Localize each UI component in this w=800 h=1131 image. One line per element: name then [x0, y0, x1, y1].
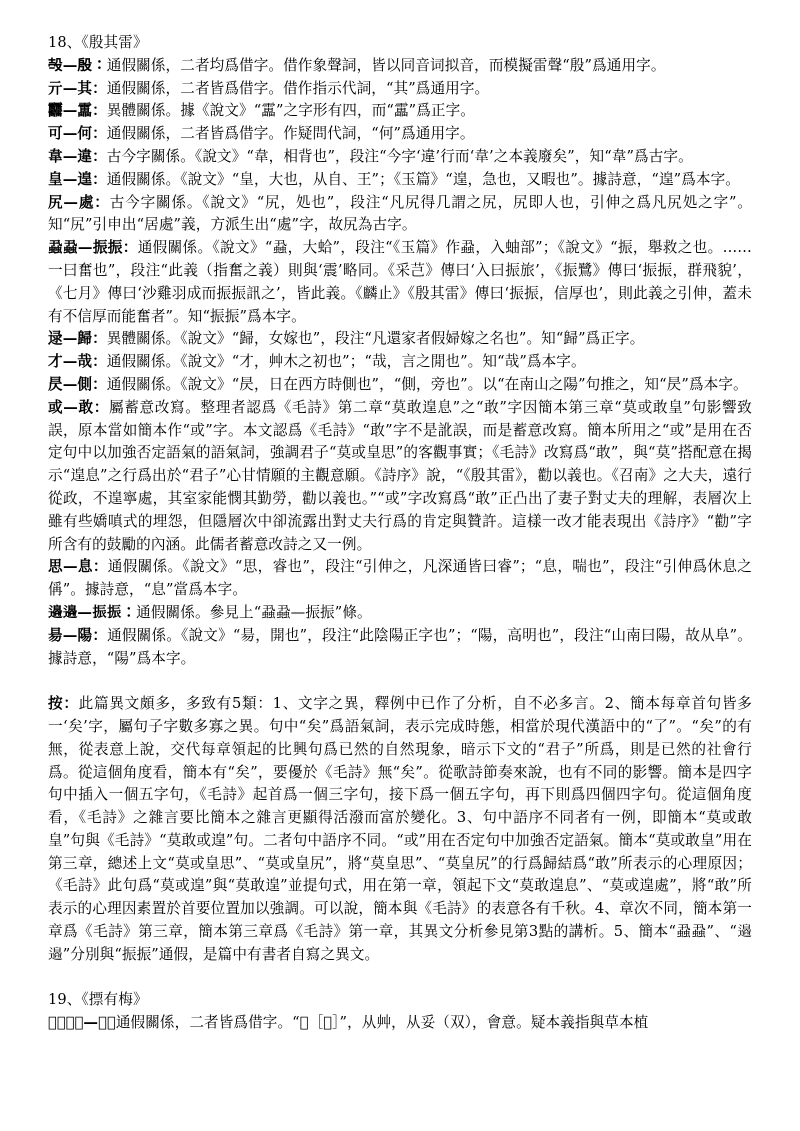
entry-text: 古今字關係。《說文》“韋，相背也”，段注“今字‘違’行而‘韋’之本義廢矣”，知“韋”爲古字。: [106, 147, 693, 165]
entry-text: 古今字關係。《說文》“尻，処也”，段注“凡尻得几謂之尻，尻即人也，引伸之爲凡尻処之字”。知“尻”引申出“居處”義，方派生出“處”字，故尻為古字。: [48, 193, 752, 234]
commentary-text: 此篇異文頗多，多致有5類：1、文字之異，釋例中已作了分析，自不必多言。2、簡本每章首句皆多一‘矣’字，屬句子字數多寡之異。句中“矣”爲語氣詞，表示完成時態，相當於現代漢語中的“了”。“矣”的有無，從表意上說，交代每章領起的比興句爲已然的自然現象，暗示下文的“君子”所爲，則是已然的社會行爲。從這個角度看，簡本有“矣”，要優於《毛詩》無“矣”。從歌詩節奏來說，也有不同的影響。簡本是四字句中插入一個五字句，《毛詩》起首爲一個三字句，接下爲一個五字句，再下則爲四個四字句。從這個角度看，《毛詩》之雜言要比簡本之雜言更顯得活潑而富於變化。3、句中語序不同者有一例，即簡本“莫或敢皇”句與《毛詩》“莫敢或遑”句。二者句中語序不同。“或”用在否定句中加強否定語氣。簡本“莫或敢皇”用在第三章，總述上文“莫或皇思”、“莫或皇尻”，將“莫皇思”、“莫皇尻”的行爲歸結爲“敢”所表示的心理原因；《毛詩》此句爲“莫或遑”與“莫敢遑”並提句式，用在第一章，領起下文“莫敢遑息”、“莫或遑處”，將“敢”所表示的心理因素置於首要位置加以強調。可以說，簡本與《毛詩》的表意各有千秋。4、章次不同，簡本第一章爲《毛詩》第三章，簡本第三章爲《毛詩》第一章，其異文分析參見第3點的講析。5、簡本“蝨蝨”、“𨘢𨘢”分別與“振振”通假，是篇中有書者自寫之異文。: [48, 695, 753, 963]
entry-text: 通假關係，二者皆爲借字。“𦭫［𦭫］”，从艸，从妥（双），會意。疑本義指與草本植: [115, 1014, 649, 1032]
entry-term: 昜—陽：: [48, 626, 108, 644]
section-title: 19、《摽有梅》: [48, 991, 148, 1009]
entry-ce: [48, 374, 752, 397]
entry-text: 屬蓄意改寫。整理者認爲《毛詩》第二章“莫敢遑息”之“敢”字因簡本第三章“莫或敢皇”句影響致誤，原本當如簡本作“或”字。本文認爲《毛詩》“敢”字不是訛誤，而是蓄意改寫。簡本所用之“或”是用在否定句中以加強否定語氣的語氣詞，強調君子“莫或皇思”的客觀事實；《毛詩》改寫爲“敢”，與“莫”搭配意在揭示“遑息”之行爲出於“君子”心甘情願的主觀意願。《詩序》說，“《殷其雷》，勸以義也。《召南》之大夫，遠行從政，不遑寧處，其室家能憫其勤勞，勸以義也。”“或”字改寫爲“敢”正凸出了妻子對丈夫的理解，表層次上雖有些嬌嗔式的埋怨，但隱層次中卻流露出對丈夫行爲的肯定與贊許。這樣一改才能表現出《詩序》“勸”字所含有的鼓勵的內涵。此儒者蓄意改詩之又一例。: [48, 398, 752, 553]
entry-term: 昃—側：: [48, 375, 107, 393]
entry-text: 通假關係。《說文》“皇，大也，从自、王”；《玉篇》“遑，急也，又暇也”。據詩意，“遑”爲本字。: [106, 170, 740, 188]
entry-text: 通假關係。《說文》“才，艸木之初也”；“哉，言之閒也”。知“哉”爲本字。: [106, 353, 586, 371]
commentary-paragraph: [48, 693, 752, 967]
entry-biao: [48, 1012, 752, 1035]
entry-term: 逯—歸：: [48, 330, 107, 348]
commentary-label: 按：: [48, 695, 79, 713]
entry-term: 皇—遑：: [48, 170, 107, 188]
spacer: [48, 670, 752, 693]
entry-gui: [48, 328, 752, 351]
entry-gan: [48, 397, 752, 557]
entry-text: 異體關係。《說文》“歸，女嫁也”，段注“凡還家者假婦嫁之名也”。知“歸”爲正字。: [106, 330, 645, 348]
entry-wei: [48, 146, 752, 169]
entry-term: 䨻—靁：: [48, 102, 107, 120]
entry-term: 可—何：: [48, 125, 107, 143]
entry-yin: [48, 55, 752, 78]
entry-xi: [48, 556, 752, 602]
entry-term: 才—哉：: [48, 353, 107, 371]
entry-he: [48, 123, 752, 146]
entry-lei: [48, 100, 752, 123]
entry-text: 通假關係。《說文》“思，睿也”，段注“引伸之，凡深通皆曰睿”；“息，喘也”，段注“引伸爲休息之偁”。據詩意，“息”當爲本字。: [48, 558, 752, 599]
entry-text: 通假關係。參見上“蝨蝨—振振”條。: [136, 603, 372, 621]
entry-qi: [48, 78, 752, 101]
section-title: 18、《殷其雷》: [48, 34, 148, 51]
entry-term: 思—息：: [48, 558, 108, 576]
entry-zhen-2: [48, 602, 752, 625]
entry-text: 通假關係，二者皆爲借字。作疑問代詞，“何”爲通用字。: [106, 125, 475, 143]
entry-zai: [48, 351, 752, 374]
entry-text: 通假關係，二者均爲借字。借作象聲詞，皆以同音词拟音，而模擬雷聲“殷”爲通用字。: [106, 56, 666, 74]
entry-term: 𨘢𨘢—振振：: [48, 603, 137, 621]
entry-text: 通假關係，二者皆爲借字。借作指示代詞，“其”爲通用字。: [106, 79, 490, 97]
entry-text: 異體關係。據《說文》“靁”之字形有四，而“靁”爲正字。: [106, 102, 475, 120]
entry-text: 通假關係。《說文》“昜，開也”，段注“此陰陽正字也”；“陽，高明也”，段注“山南曰陽，故从阜”。據詩意，“陽”爲本字。: [48, 626, 752, 667]
entry-term: 亓—其：: [48, 79, 107, 97]
spacer: [48, 967, 752, 990]
entry-term: 尻—處：: [48, 193, 110, 211]
entry-text: 通假關係。《說文》“昃，日在西方時側也”，“側，旁也”。以“在南山之陽”句推之，知“昃”爲本字。: [106, 375, 748, 393]
entry-term: 𣪊—殷：: [48, 56, 107, 74]
entry-term: 蝨蝨—振振：: [48, 239, 138, 257]
entry-huang: [48, 169, 752, 192]
entry-list: [48, 55, 752, 671]
entry-term: 韋—違：: [48, 147, 107, 165]
entry-term: 𦭫［𦭫］—摽：: [48, 1014, 116, 1032]
entry-chu: [48, 192, 752, 238]
entry-text: 通假關係。《說文》“蝨，大蛤”，段注“《玉篇》作蝨，入蚰部”；《說文》“振，舉救之也。……一曰奮也”，段注“此義（指奮之義）則與‘震’略同。《采芑》傳曰‘入曰振旅’，《振鷺》傳曰‘振振，群飛貌’，《七月》傳曰‘沙雞羽成而振振訊之’，皆此義。《麟止》《殷其雷》傳曰‘振振，信厚也’，則此義之引伸，蓋未有不信厚而能奮者”。知“振振”爲本字。: [48, 239, 752, 325]
entry-yang: [48, 625, 752, 671]
entry-term: 或—敢：: [48, 398, 110, 416]
entry-zhen: [48, 237, 752, 328]
